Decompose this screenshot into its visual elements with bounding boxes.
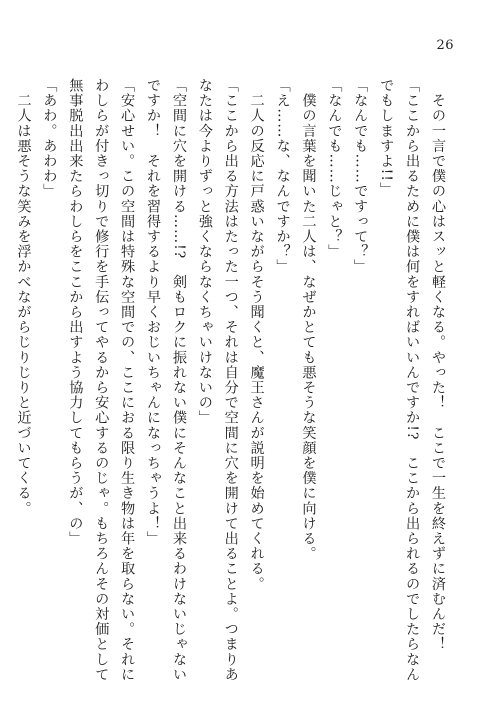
vertical-text-block <box>15 78 450 683</box>
text-line: 「え……な、なんですか？」 <box>274 78 291 275</box>
text-line: 二人は悪そうな笑みを浮かべながらじりじりと近づいてくる。 <box>15 78 32 516</box>
text-line: ですか！ それを習得するより早くおじいちゃんになっちゃうよ！」 <box>145 78 162 547</box>
text-line: 「ここから出る方法はたった一つ、それは自分で空間に穴を開けて出ることよ。つまりあ <box>222 78 239 682</box>
text-line: 「安心せい。この空間は特殊な空間での、ここにおる限り生き物は年を取らない。それに <box>119 78 136 682</box>
text-line: 「ここから出るために僕は何をすればいいんですか!? ここから出られるのでしたらなん <box>404 78 421 683</box>
text-line: でもしますよ!!」 <box>378 78 395 197</box>
text-line: 「空間に穴を開ける……!? 剣もロクに振れない僕にそんなこと出来るわけないじゃない <box>170 78 187 682</box>
page-number: 26 <box>436 38 454 53</box>
text-line: 無事脱出出来たらわしらをここから出すよう協力してもらうが、の」 <box>67 78 84 547</box>
text-line: 「あわ。あわわ」 <box>41 78 58 199</box>
text-line: 「なんでも……ですって？」 <box>352 78 369 275</box>
text-line: わしらが付きっ切りで修行を手伝ってやるから安心するのじゃ。もちろんその対価として <box>93 78 110 682</box>
text-line: 僕の言葉を聞いた二人は、なぜかとても悪そうな笑顔を僕に向ける。 <box>300 78 317 562</box>
text-line: その一言で僕の心はスッと軽くなる。やった！ ここで一生を終えずに済むんだ！ <box>430 78 446 652</box>
text-line: 「なんでも……じゃと？」 <box>326 78 343 260</box>
text-line: 二人の反応に戸惑いながらそう聞くと、魔王さんが説明を始めてくれる。 <box>248 78 265 592</box>
text-line: なたは今よりずっと強くならなくちゃいけないの」 <box>196 78 213 426</box>
